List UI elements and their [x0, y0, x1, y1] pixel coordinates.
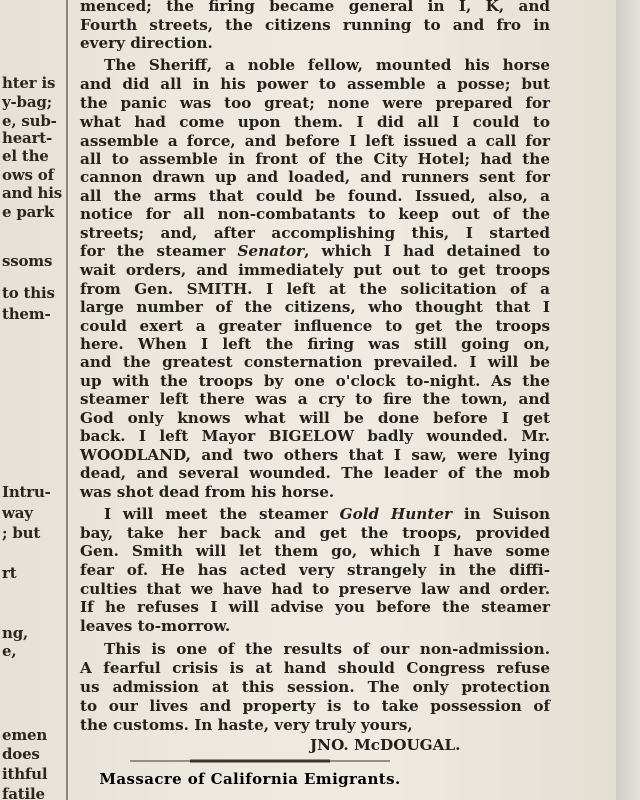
- article-line: bay, take her back and get the troops, provided: [80, 524, 550, 542]
- left-column-fragments: [0, 0, 62, 800]
- article-line: could exert a greater influence to get the troops: [80, 317, 550, 335]
- article-line: A fearful crisis is at hand should Congress refuse: [80, 659, 550, 677]
- article-line: God only knows what will be done before I get: [80, 409, 550, 427]
- article-line: every direction.: [80, 34, 213, 52]
- left-fragment: hter is: [2, 74, 56, 92]
- article-line: JNO. McDOUGAL.: [310, 736, 461, 754]
- left-fragment: ithful: [2, 765, 48, 783]
- article-line: the customs. In haste, very truly yours,: [80, 716, 413, 734]
- column-rule: [66, 0, 68, 800]
- left-fragment: el the: [2, 147, 49, 165]
- article-line: all to assemble in front of the City Hotel; had the: [80, 150, 550, 168]
- article-line: I will meet the steamer Gold Hunter in Suison: [104, 505, 551, 523]
- article-line: and the greatest consternation prevailed. I will be: [80, 353, 550, 371]
- left-fragment: e park: [2, 203, 55, 221]
- article-line: notice for all non-combatants to keep out of the: [80, 205, 550, 223]
- left-fragment: does: [2, 745, 40, 763]
- left-fragment: way: [2, 504, 33, 522]
- article-line: and did all in his power to assemble a posse; but: [80, 75, 550, 93]
- left-fragment: rt: [2, 564, 17, 582]
- article-line: us admission at this session. The only protection: [80, 678, 550, 696]
- left-fragment: fatile: [2, 785, 45, 800]
- left-fragment: Intru-: [2, 483, 51, 501]
- left-fragment: them-: [2, 305, 51, 323]
- article-line: WOODLAND, and two others that I saw, were lying: [80, 446, 550, 464]
- article-line: The Sheriff, a noble fellow, mounted his horse: [104, 56, 550, 74]
- article-line: This is one of the results of our non-admission.: [104, 640, 550, 658]
- left-fragment: ng,: [2, 624, 29, 642]
- article-line: from Gen. SMITH. I left at the solicitation of a: [80, 280, 550, 298]
- article-line: what had come upon them. I did all I could to: [80, 113, 550, 131]
- article-line: for the steamer Senator, which I had detained to: [80, 242, 550, 260]
- article-line: culties that we have had to preserve law and order.: [80, 580, 550, 598]
- article-line: Gen. Smith will let them go, which I have some: [80, 542, 550, 560]
- article-line: was shot dead from his horse.: [80, 483, 335, 501]
- left-fragment: ; but: [2, 524, 41, 542]
- left-fragment: y-bag;: [2, 93, 52, 111]
- article-line: streets; and, after accomplishing this, I started: [80, 224, 550, 242]
- left-fragment: emen: [2, 726, 48, 744]
- article-line: back. I left Mayor BIGELOW badly wounded. Mr.: [80, 427, 550, 445]
- left-fragment: e, sub-: [2, 112, 57, 130]
- page-edge: [616, 0, 640, 800]
- article-line: fear of. He has acted very strangely in the diffi-: [80, 561, 550, 579]
- left-fragment: e,: [2, 642, 17, 660]
- article-line: assemble a force, and before I left issued a call for: [80, 132, 550, 150]
- article-line: Fourth streets, the citizens running to and fro in: [80, 16, 550, 34]
- article-line: If he refuses I will advise you before the steamer: [80, 598, 550, 616]
- article-line: steamer left there was a cry to fire the town, and: [80, 390, 550, 408]
- article-line: menced; the firing became general in I, K, and: [80, 0, 550, 15]
- article-line: up with the troops by one o'clock to-night. As the: [80, 372, 550, 390]
- left-fragment: to this: [2, 284, 55, 302]
- ornament-divider: [130, 759, 390, 763]
- article-line: all the arms that could be found. Issued, also, a: [80, 187, 550, 205]
- article-column: [80, 0, 556, 800]
- headline: Massacre of California Emigrants.: [99, 770, 401, 788]
- article-line: leaves to-morrow.: [80, 617, 231, 635]
- article-line: the panic was too great; none were prepared for: [80, 94, 550, 112]
- article-line: here. When I left the firing was still going on,: [80, 335, 550, 353]
- left-fragment: and his: [2, 184, 62, 202]
- article-line: large number of the citizens, who thought that I: [80, 298, 550, 316]
- article-line: to our lives and property is to take possession of: [80, 697, 550, 715]
- article-line: dead, and several wounded. The leader of the mob: [80, 464, 550, 482]
- left-fragment: ssoms: [2, 252, 53, 270]
- article-line: cannon drawn up and loaded, and runners sent for: [80, 168, 550, 186]
- left-fragment: ows of: [2, 166, 54, 184]
- article-line: wait orders, and immediately put out to get troops: [80, 261, 550, 279]
- left-fragment: heart-: [2, 129, 53, 147]
